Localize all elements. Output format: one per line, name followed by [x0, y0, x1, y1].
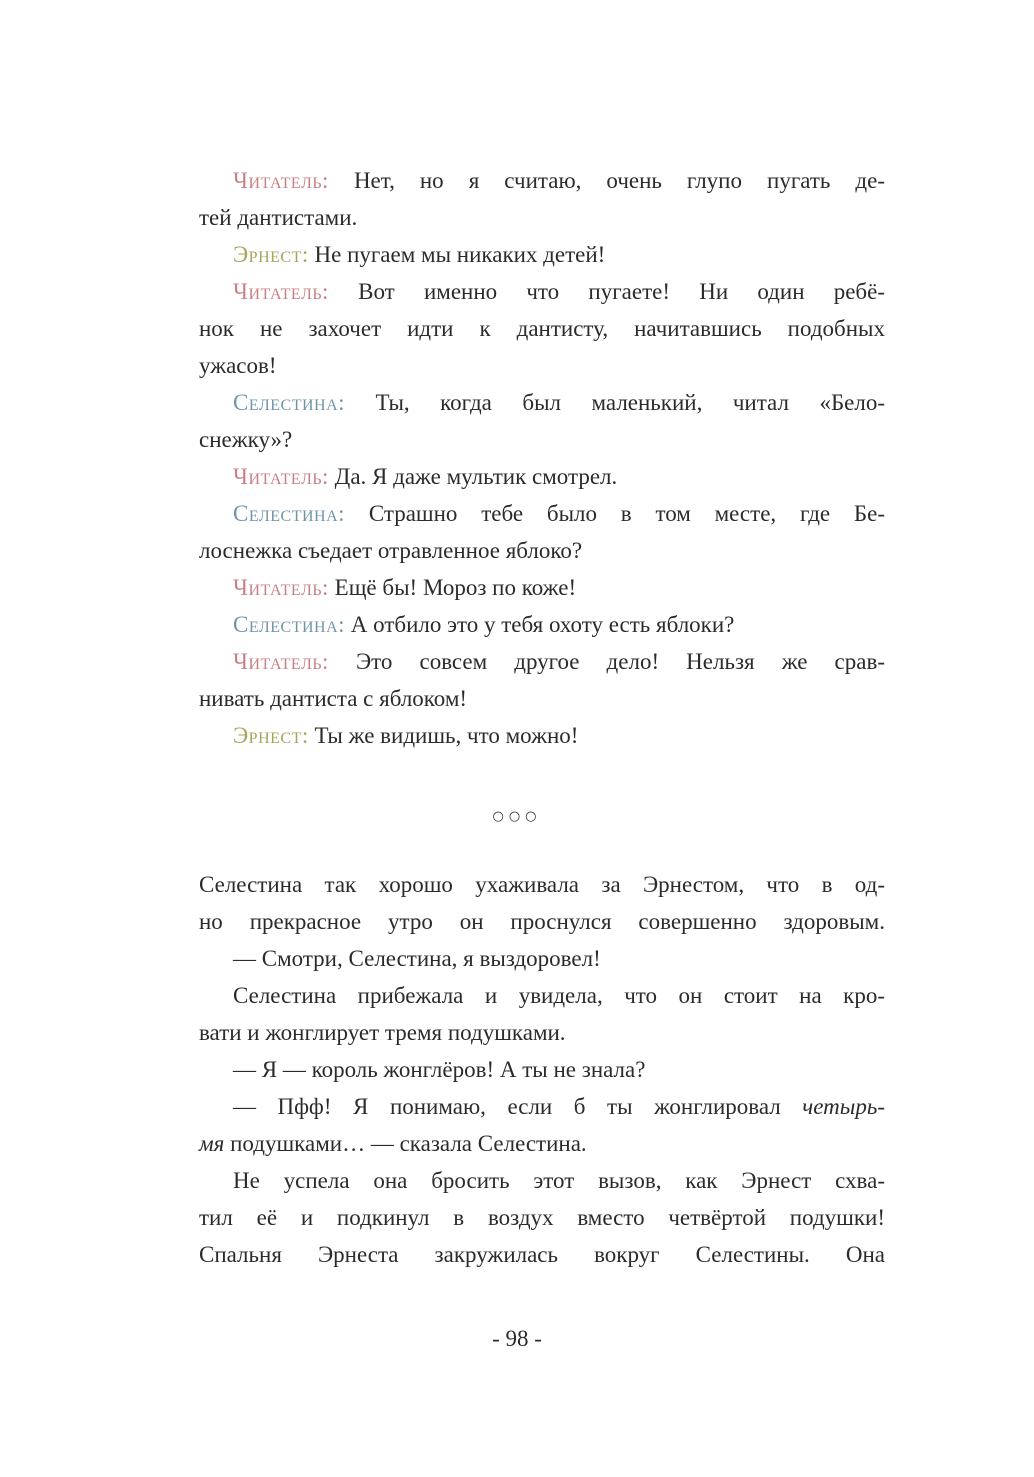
narration-line: Селестина прибежала и увидела, что он стоит на кро- — [233, 983, 885, 1008]
dialogue-line: Селестина: Страшно тебе было в том месте, где Бе- — [233, 501, 886, 526]
dialogue-line: снежку»? — [199, 427, 293, 452]
speaker-celestine: Селестина: — [233, 501, 346, 526]
dialogue-line: тей дантистами. — [199, 205, 358, 230]
narration-line: — Пфф! Я понимаю, если б ты жонглировал четырь- — [233, 1094, 885, 1119]
narration-line: но прекрасное утро он проснулся совершенно здоровым. — [199, 909, 885, 934]
dialogue-line: Читатель: Вот именно что пугаете! Ни один ребё- — [233, 279, 886, 304]
emphasis-text: четырь- — [802, 1094, 885, 1119]
speaker-reader: Читатель: — [233, 168, 329, 193]
narration-line: Селестина так хорошо ухаживала за Эрнестом, что в од- — [199, 872, 885, 897]
narration-line: мя подушками… — сказала Селестина. — [199, 1131, 587, 1156]
dialogue-line: Селестина: Ты, когда был маленький, читал «Бело- — [233, 390, 885, 415]
dialogue-line: нок не захочет идти к дантисту, начитавшись подобных — [199, 316, 885, 341]
page-number: - 98 - — [492, 1326, 542, 1351]
speaker-reader: Читатель: — [233, 279, 329, 304]
speaker-celestine: Селестина: — [233, 390, 346, 415]
dialogue-line: Эрнест: Не пугаем мы никаких детей! — [233, 242, 606, 267]
narration-line: — Смотри, Селестина, я выздоровел! — [233, 946, 601, 971]
emphasis-text: мя — [199, 1131, 225, 1156]
dialogue-line: Эрнест: Ты же видишь, что можно! — [233, 723, 579, 748]
speaker-reader: Читатель: — [233, 464, 329, 489]
speaker-reader: Читатель: — [233, 575, 329, 600]
dialogue-line: Читатель: Нет, но я считаю, очень глупо пугать де- — [233, 168, 885, 193]
speaker-reader: Читатель: — [233, 649, 329, 674]
narration-line: тил её и подкинул в воздух вместо четвёртой подушки! — [199, 1205, 885, 1230]
dialogue-line: лоснежка съедает отравленное яблоко? — [199, 538, 583, 563]
section-divider: ○○○ — [492, 809, 542, 824]
narration-line: — Я — король жонглёров! А ты не знала? — [233, 1057, 646, 1082]
dialogue-section — [199, 162, 885, 754]
narration-line: Не успела она бросить этот вызов, как Эрнест схва- — [233, 1168, 885, 1193]
speaker-celestine: Селестина: — [233, 612, 346, 637]
speaker-ernest: Эрнест: — [233, 242, 309, 267]
dialogue-line: Селестина: А отбило это у тебя охоту есть яблоки? — [233, 612, 735, 637]
narration-line: вати и жонглирует тремя подушками. — [199, 1020, 566, 1045]
dialogue-line: ужасов! — [199, 353, 277, 378]
dialogue-line: нивать дантиста с яблоком! — [199, 686, 468, 711]
speaker-ernest: Эрнест: — [233, 723, 309, 748]
dialogue-line: Читатель: Да. Я даже мультик смотрел. — [233, 464, 618, 489]
narration-line: Спальня Эрнеста закружилась вокруг Селестины. Она — [199, 1242, 885, 1267]
dialogue-line: Читатель: Ещё бы! Мороз по коже! — [233, 575, 577, 600]
dialogue-line: Читатель: Это совсем другое дело! Нельзя же срав- — [233, 649, 885, 674]
narration-section — [199, 866, 885, 1273]
